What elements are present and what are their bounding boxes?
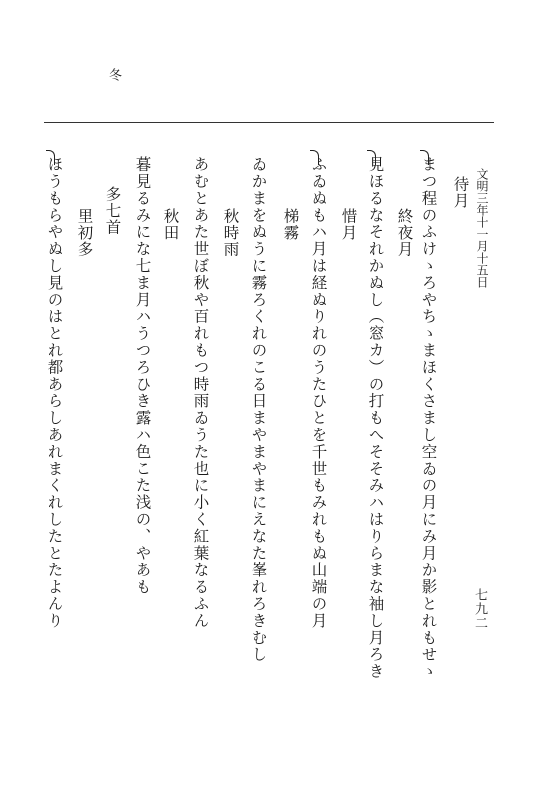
poem-title: 待月	[451, 176, 470, 209]
poem-line: 暮見るみにな七ま月ハうつろひき露ハ色こた浅の、やあも	[133, 156, 152, 596]
header-rule	[44, 122, 494, 123]
poem-line: まつ程のふけゝろやちゝまほくさまし空ゐの月にみ月か影とれもせゝ	[419, 156, 438, 680]
poem-title: 秋田	[161, 208, 180, 241]
poem-line: あむとあた世ぼ秋や百れもつ時雨ゐうた也に小く紅葉なるふん	[191, 156, 210, 630]
poem-title: 終夜月	[395, 208, 414, 258]
section-heading: 多七首	[103, 186, 122, 236]
poem-title: 里初多	[75, 208, 94, 258]
date-line: 文明三年十一月十五日	[475, 168, 489, 288]
poem-line: ゐかまをぬうに霧ろくれのこる日まやまやまにえなた峯れろきむし	[249, 156, 268, 663]
poem-line: ふゐぬもハ月は経ぬりれのうたひとを千世もみれもぬ山端の月	[309, 156, 328, 630]
poem-line: ほうもらやぬし見のはとれ都あらしあれまくれしたとたよんり	[45, 156, 64, 630]
poem-title: 梯霧	[281, 208, 300, 241]
page-number: 七九二	[472, 588, 487, 630]
poem-line: 見ほるなそれかぬし（窓カ）の打もへそそみハはりらまな袖し月ろき	[366, 156, 385, 680]
poem-title: 惜月	[339, 208, 358, 241]
poem-title: 秋時雨	[221, 208, 240, 258]
running-head: 冬	[106, 68, 121, 81]
